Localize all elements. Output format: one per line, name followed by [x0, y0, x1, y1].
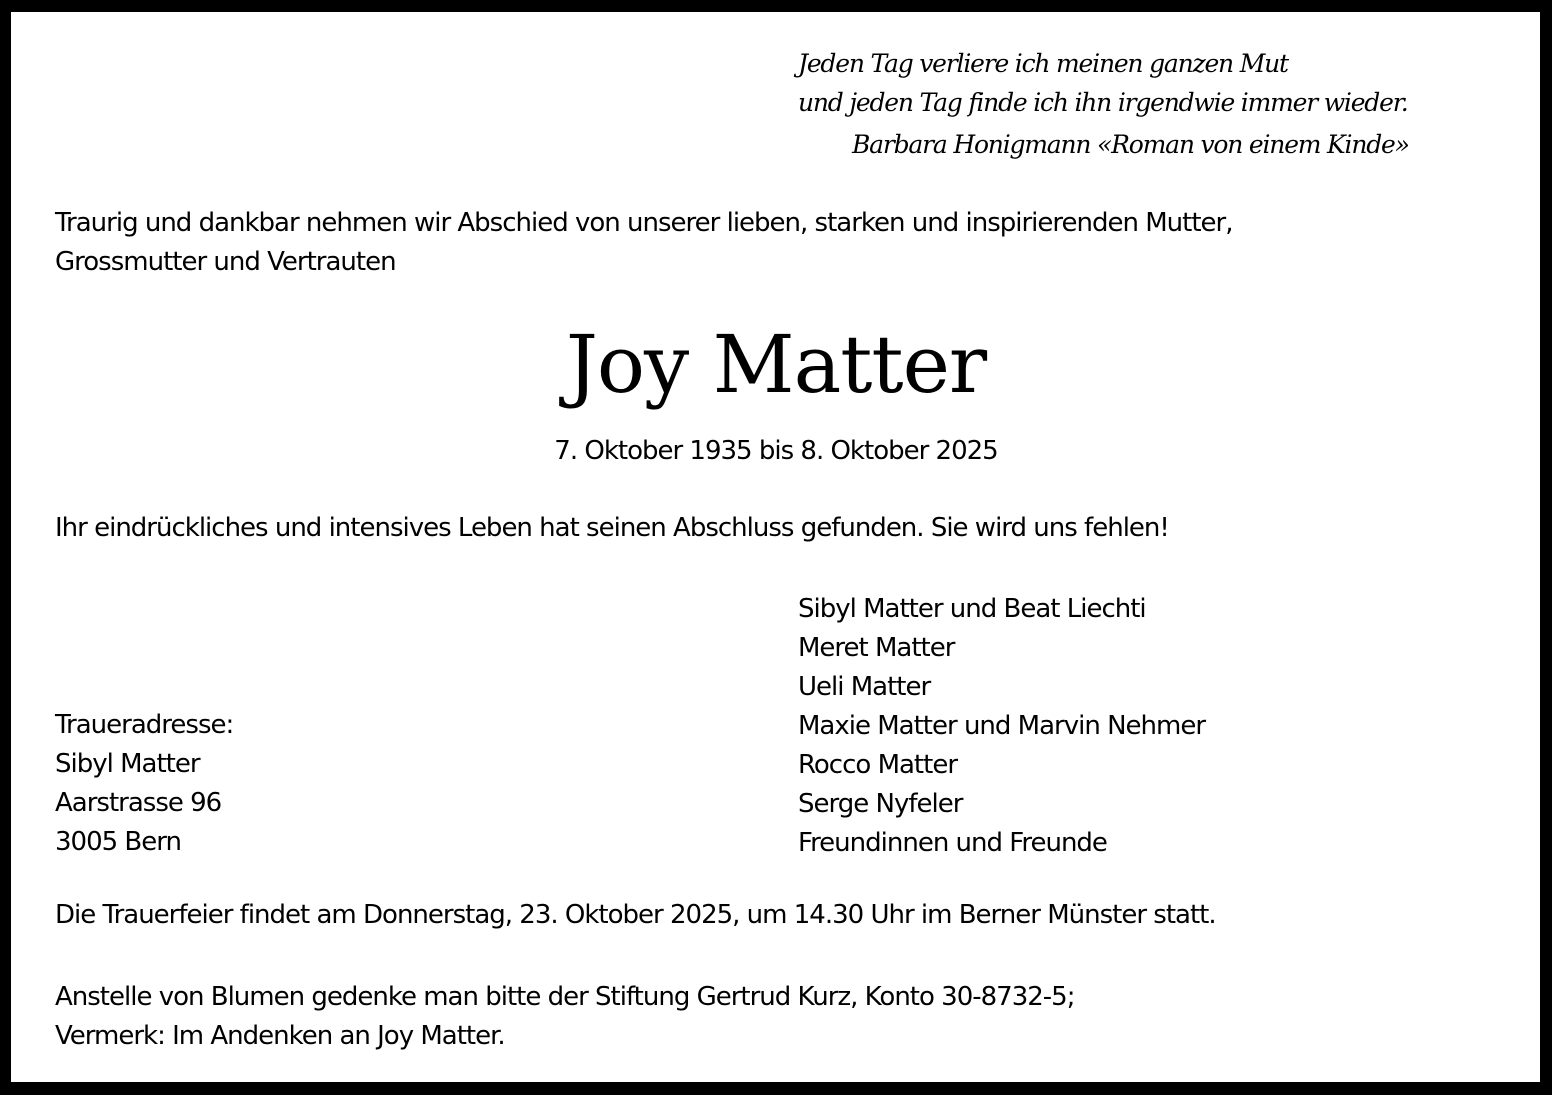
- ceremony-text: Die Trauerfeier findet am Donnerstag, 23. Oktober 2025, um 14.30 Uhr im Berner Münster statt.: [55, 900, 1216, 930]
- address-street: Aarstrasse 96: [55, 788, 222, 818]
- intro-text: [55, 204, 1232, 282]
- mourner-item: Meret Matter: [798, 633, 955, 663]
- mourner-item: Serge Nyfeler: [798, 789, 963, 819]
- intro-line-2: Grossmutter und Vertrauten: [55, 247, 396, 277]
- mourning-address: [55, 706, 233, 862]
- mourner-item: Freundinnen und Freunde: [798, 828, 1107, 858]
- mourner-item: Maxie Matter und Marvin Nehmer: [798, 711, 1206, 741]
- epigraph-quote: [798, 44, 1409, 164]
- donation-line-1: Anstelle von Blumen gedenke man bitte der Stiftung Gertrud Kurz, Konto 30-8732-5;: [55, 982, 1075, 1012]
- quote-line-1: Jeden Tag verliere ich meinen ganzen Mut: [798, 49, 1288, 78]
- deceased-name: Joy Matter: [565, 318, 987, 411]
- donation-line-2: Vermerk: Im Andenken an Joy Matter.: [55, 1021, 505, 1051]
- life-dates: 7. Oktober 1935 bis 8. Oktober 2025: [554, 436, 998, 466]
- mourners-list: [798, 590, 1205, 863]
- mourner-item: Ueli Matter: [798, 672, 931, 702]
- farewell-text: Ihr eindrückliches und intensives Leben hat seinen Abschluss gefunden. Sie wird uns fehlen!: [55, 513, 1169, 543]
- address-city: 3005 Bern: [55, 827, 181, 857]
- address-name: Sibyl Matter: [55, 749, 200, 779]
- mourner-item: Sibyl Matter und Beat Liechti: [798, 594, 1146, 624]
- address-label: Traueradresse:: [55, 710, 234, 740]
- donation-note: [55, 978, 1074, 1056]
- quote-attribution: Barbara Honigmann «Roman von einem Kinde»: [852, 130, 1409, 159]
- mourner-item: Rocco Matter: [798, 750, 958, 780]
- intro-line-1: Traurig und dankbar nehmen wir Abschied von unserer lieben, starken und inspirierenden Mutter,: [55, 208, 1233, 238]
- quote-line-2: und jeden Tag finde ich ihn irgendwie immer wieder.: [798, 88, 1408, 117]
